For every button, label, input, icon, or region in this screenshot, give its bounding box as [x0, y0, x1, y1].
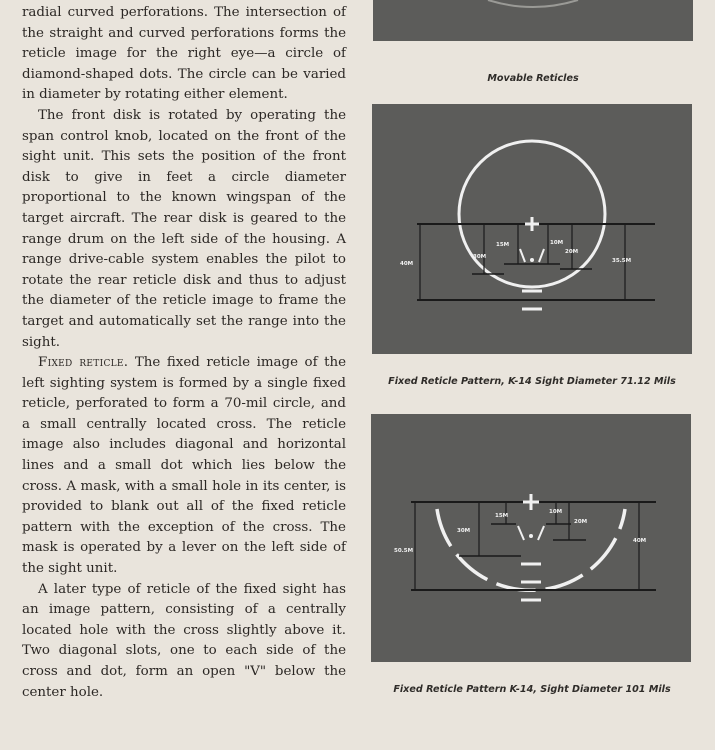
- body-text-column: [22, 3, 346, 703]
- movable-reticles-graphic: [373, 0, 693, 41]
- label-20m: 20M: [565, 249, 579, 255]
- fixed-reticle-body: The fixed reticle image of the left sighting system is formed by a single fixed reticle, perforated to form a 70-mil circle, and a small centrally located cross. The reticle image also includes diagonal and horizontal lines and a small dot which lies below the cross. A mask, with a small hole in its center, is provided to blank out all of the fixed reticle pattern with the exception of the cross. The mask is operated by a lever on the left side of the sight unit.: [22, 355, 347, 577]
- label-10m: 10M: [549, 509, 563, 515]
- fixed-reticle-71-image: [372, 104, 692, 354]
- label-30m: 30M: [457, 528, 471, 534]
- label-40m: 40M: [633, 538, 647, 544]
- label-15m: 15M: [495, 513, 509, 519]
- label-30m: 30M: [473, 254, 487, 260]
- fixed-reticle-101-diagram: [371, 414, 691, 662]
- label-15m: 15M: [496, 242, 510, 248]
- label-10m: 10M: [550, 240, 564, 246]
- paragraph-fixed-reticle: [22, 353, 346, 580]
- fixed-reticle-heading: Fixed reticle.: [38, 355, 129, 371]
- paragraph-reticle-image: radial curved perforations. The intersection of the straight and curved perforations forms the reticle image for the right eye—a circle of diamond-shaped dots. The circle can be varied in diameter by rotating either element.: [22, 5, 346, 103]
- paragraph-front-disk: The front disk is rotated by operating the span control knob, located on the front of the sight unit. This sets the position of the front disk to give in feet a circle diameter proportional to the known wingspan of the target aircraft. The rear disk is geared to the range drum on the left side of the housing. A range drive-cable system enables the pilot to rotate the rear reticle disk and thus to adjust the diameter of the reticle image to frame the target and automatically set the range into the sight.: [22, 107, 346, 350]
- movable-reticles-image: [373, 0, 693, 41]
- label-20m: 20M: [574, 519, 588, 525]
- fixed-reticle-101-caption: Fixed Reticle Pattern K-14, Sight Diameter 101 Mils: [393, 684, 671, 695]
- fixed-reticle-71-caption: Fixed Reticle Pattern, K-14 Sight Diameter 71.12 Mils: [388, 376, 676, 387]
- label-50-5m: 50.5M: [394, 548, 414, 554]
- label-40m: 40M: [400, 261, 414, 267]
- fixed-reticle-71-diagram: [372, 104, 692, 354]
- label-35-5m: 35.5M: [612, 258, 632, 264]
- paragraph-later-type: A later type of reticle of the fixed sight has an image pattern, consisting of a centrally located hole with the cross slightly above it. Two diagonal slots, one to each side of the cross and dot, form an open "V" below the center hole.: [22, 581, 346, 700]
- movable-reticles-caption: Movable Reticles: [487, 73, 579, 84]
- fixed-reticle-101-image: [371, 414, 691, 662]
